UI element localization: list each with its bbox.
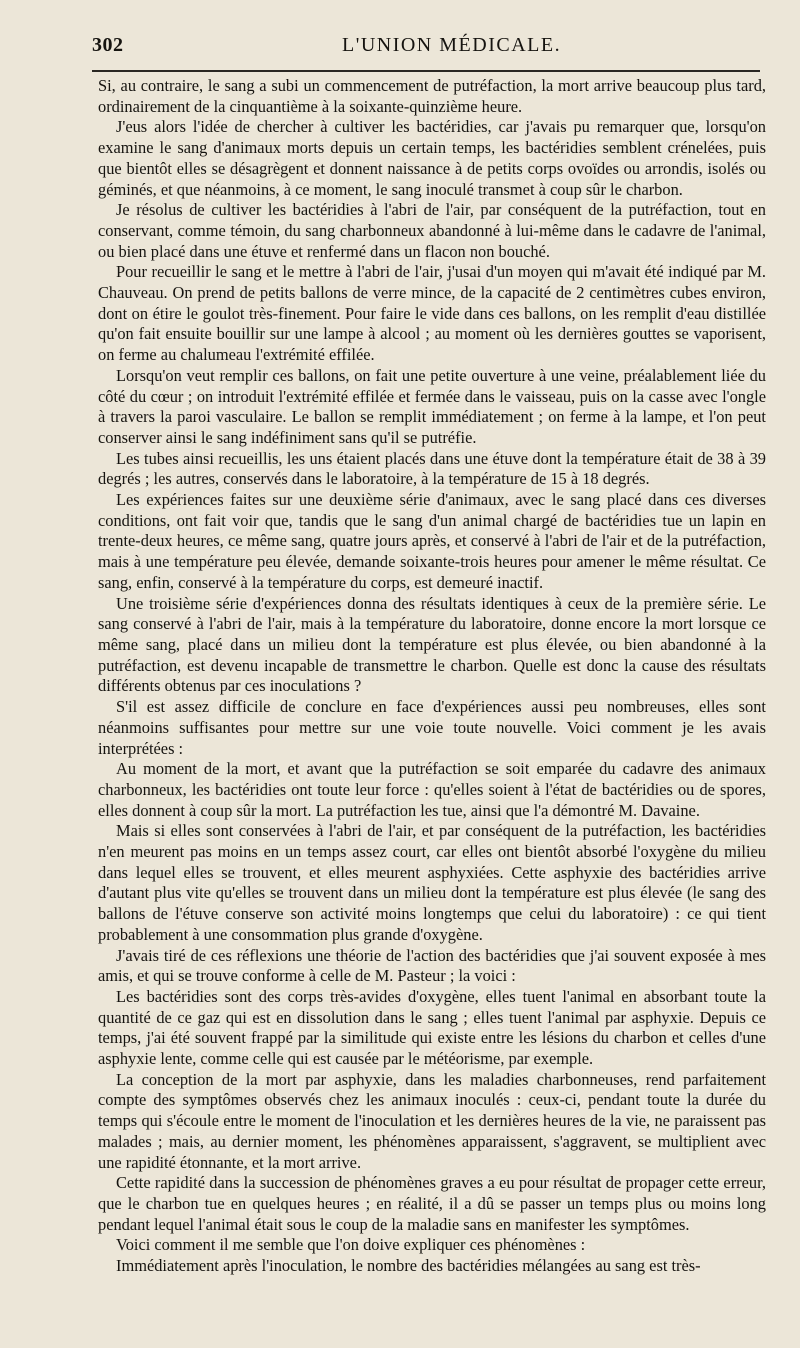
paragraph: Les bactéridies sont des corps très-avides d'oxygène, elles tuent l'animal en absorbant toute la quantité de ce gaz qui est en dissolution dans le sang ; elles tuent l'animal par asphyxie. Depuis ce temps, j'ai été souvent frappé par la similitude qui existe entre les lésions du charbon et celles d'une asphyxie lente, comme celle qui est causée par le météorisme, par exemple. <box>98 986 766 1069</box>
paragraph: Les expériences faites sur une deuxième série d'animaux, avec le sang placé dans ces diverses conditions, ont fait voir que, tandis que le sang d'un animal chargé de bactéridies tue un lapin en trente-deux heures, ce même sang, quatre jours après, et conservé à l'abri de l'air et de la putréfaction, mais à une température peu élevée, demande soixante-trois heures pour amener le même résultat. Ce sang, enfin, conservé à la température du corps, est demeuré inactif. <box>98 490 766 592</box>
paragraph: La conception de la mort par asphyxie, dans les maladies charbonneuses, rend parfaitement compte des symptômes observés chez les animaux inoculés : ceux-ci, pendant toute la durée du temps qui s'écoule entre le moment de l'inoculation et les dernières heures de la vie, ne paraissent pas malades ; mais, au dernier moment, les phénomènes apparaissent, s'aggravent, se multiplient avec une rapidité étonnante, et la mort arrive. <box>98 1069 766 1172</box>
paragraph: Lorsqu'on veut remplir ces ballons, on fait une petite ouverture à une veine, préalablement liée du côté du cœur ; on introduit l'extrémité effilée et fermée dans le vaisseau, puis on la casse avec l'ongle à travers la paroi vasculaire. Le ballon se remplit immédiatement ; on ferme à la lampe, et l'on peut conserver ainsi le sang indéfiniment sans qu'il se putréfie. <box>98 365 766 447</box>
paragraph: Au moment de la mort, et avant que la putréfaction se soit emparée du cadavre des animaux charbonneux, les bactéridies ont toute leur force : qu'elles soient à l'état de bactéridies ou de spores, elles donnent à coup sûr la mort. La putréfaction les tue, ainsi que l'a démontré M. Davaine. <box>98 759 766 820</box>
paragraph: Mais si elles sont conservées à l'abri de l'air, et par conséquent de la putréfaction, les bactéridies n'en meurent pas moins en un temps assez court, car elles ont bientôt absorbé l'oxygène du milieu dans lequel elles se trouvent, et elles meurent asphyxiées. Cette asphyxie des bactéridies arrive d'autant plus vite qu'elles se trouvent dans un milieu dont la température est plus élevée (le sang des ballons de l'étuve conserve son activité moins longtemps que celui du laboratoire) : ce qui tient probablement à une consommation plus grande d'oxygène. <box>98 821 766 944</box>
paragraph: Pour recueillir le sang et le mettre à l'abri de l'air, j'usai d'un moyen qui m'avait été indiqué par M. Chauveau. On prend de petits ballons de verre mince, de la capacité de 2 centimètres cubes environ, dont on étire le goulot très-finement. Pour faire le vide dans ces ballons, on les remplit d'eau distillée qu'on fait ensuite bouillir sur une lampe à alcool ; au moment où les dernières gouttes se vaporisent, on ferme au chalumeau l'extrémité effilée. <box>98 262 766 365</box>
paragraph: Immédiatement après l'inoculation, le nombre des bactéridies mélangées au sang est très- <box>116 1256 701 1276</box>
paragraph: Les tubes ainsi recueillis, les uns étaient placés dans une étuve dont la température était de 38 à 39 degrés ; les autres, conservés dans le laboratoire, à la température de 15 à 18 degrés. <box>98 448 766 489</box>
paragraph: Voici comment il me semble que l'on doive expliquer ces phénomènes : <box>116 1235 586 1255</box>
paragraph: J'eus alors l'idée de chercher à cultiver les bactéridies, car j'avais pu remarquer que, lorsqu'on examine le sang d'animaux morts depuis un certain temps, les bactéridies semblent crénelées, puis que bientôt elles se désagrègent et donnent naissance à de petits corps ovoïdes ou arrondis, isolés ou géminés, et que néanmoins, à ce moment, le sang inoculé transmet à coup sûr le charbon. <box>98 117 766 199</box>
page-number: 302 <box>92 34 124 56</box>
running-title: L'UNION MÉDICALE. <box>342 34 562 56</box>
page-header <box>92 34 756 62</box>
paragraph: Cette rapidité dans la succession de phénomènes graves a eu pour résultat de propager cette erreur, que le charbon tue en quelques heures ; en réalité, il a dû se passer un temps plus ou moins long pendant lequel l'animal était sous le coup de la maladie sans en manifester les symptômes. <box>98 1173 766 1234</box>
article-body <box>98 76 766 1338</box>
paragraph: J'avais tiré de ces réflexions une théorie de l'action des bactéridies que j'ai souvent exposée à mes amis, et qui se trouve conforme à celle de M. Pasteur ; la voici : <box>98 945 766 986</box>
header-rule <box>92 70 760 72</box>
paragraph: S'il est assez difficile de conclure en face d'expériences aussi peu nombreuses, elles sont néanmoins suffisantes pour mettre sur une voie toute nouvelle. Voici comment je les avais interprétées : <box>98 697 766 758</box>
paragraph: Si, au contraire, le sang a subi un commencement de putréfaction, la mort arrive beaucoup plus tard, ordinairement de la cinquantième à la soixante-quinzième heure. <box>98 76 766 116</box>
paragraph: Une troisième série d'expériences donna des résultats identiques à ceux de la première série. Le sang conservé à l'abri de l'air, mais à la température du laboratoire, donne encore la mort lorsque ce même sang, placé dans un milieu dont la température est plus élevée, ou bien abandonné à la putréfaction, est devenu incapable de transmettre le charbon. Quelle est donc la cause des résultats différents obtenus par ces inoculations ? <box>98 593 766 696</box>
paragraph: Je résolus de cultiver les bactéridies à l'abri de l'air, par conséquent de la putréfaction, tout en conservant, comme témoin, du sang charbonneux abandonné à lui-même dans le cadavre de l'animal, ou bien placé dans une étuve et renfermé dans un flacon non bouché. <box>98 200 766 261</box>
